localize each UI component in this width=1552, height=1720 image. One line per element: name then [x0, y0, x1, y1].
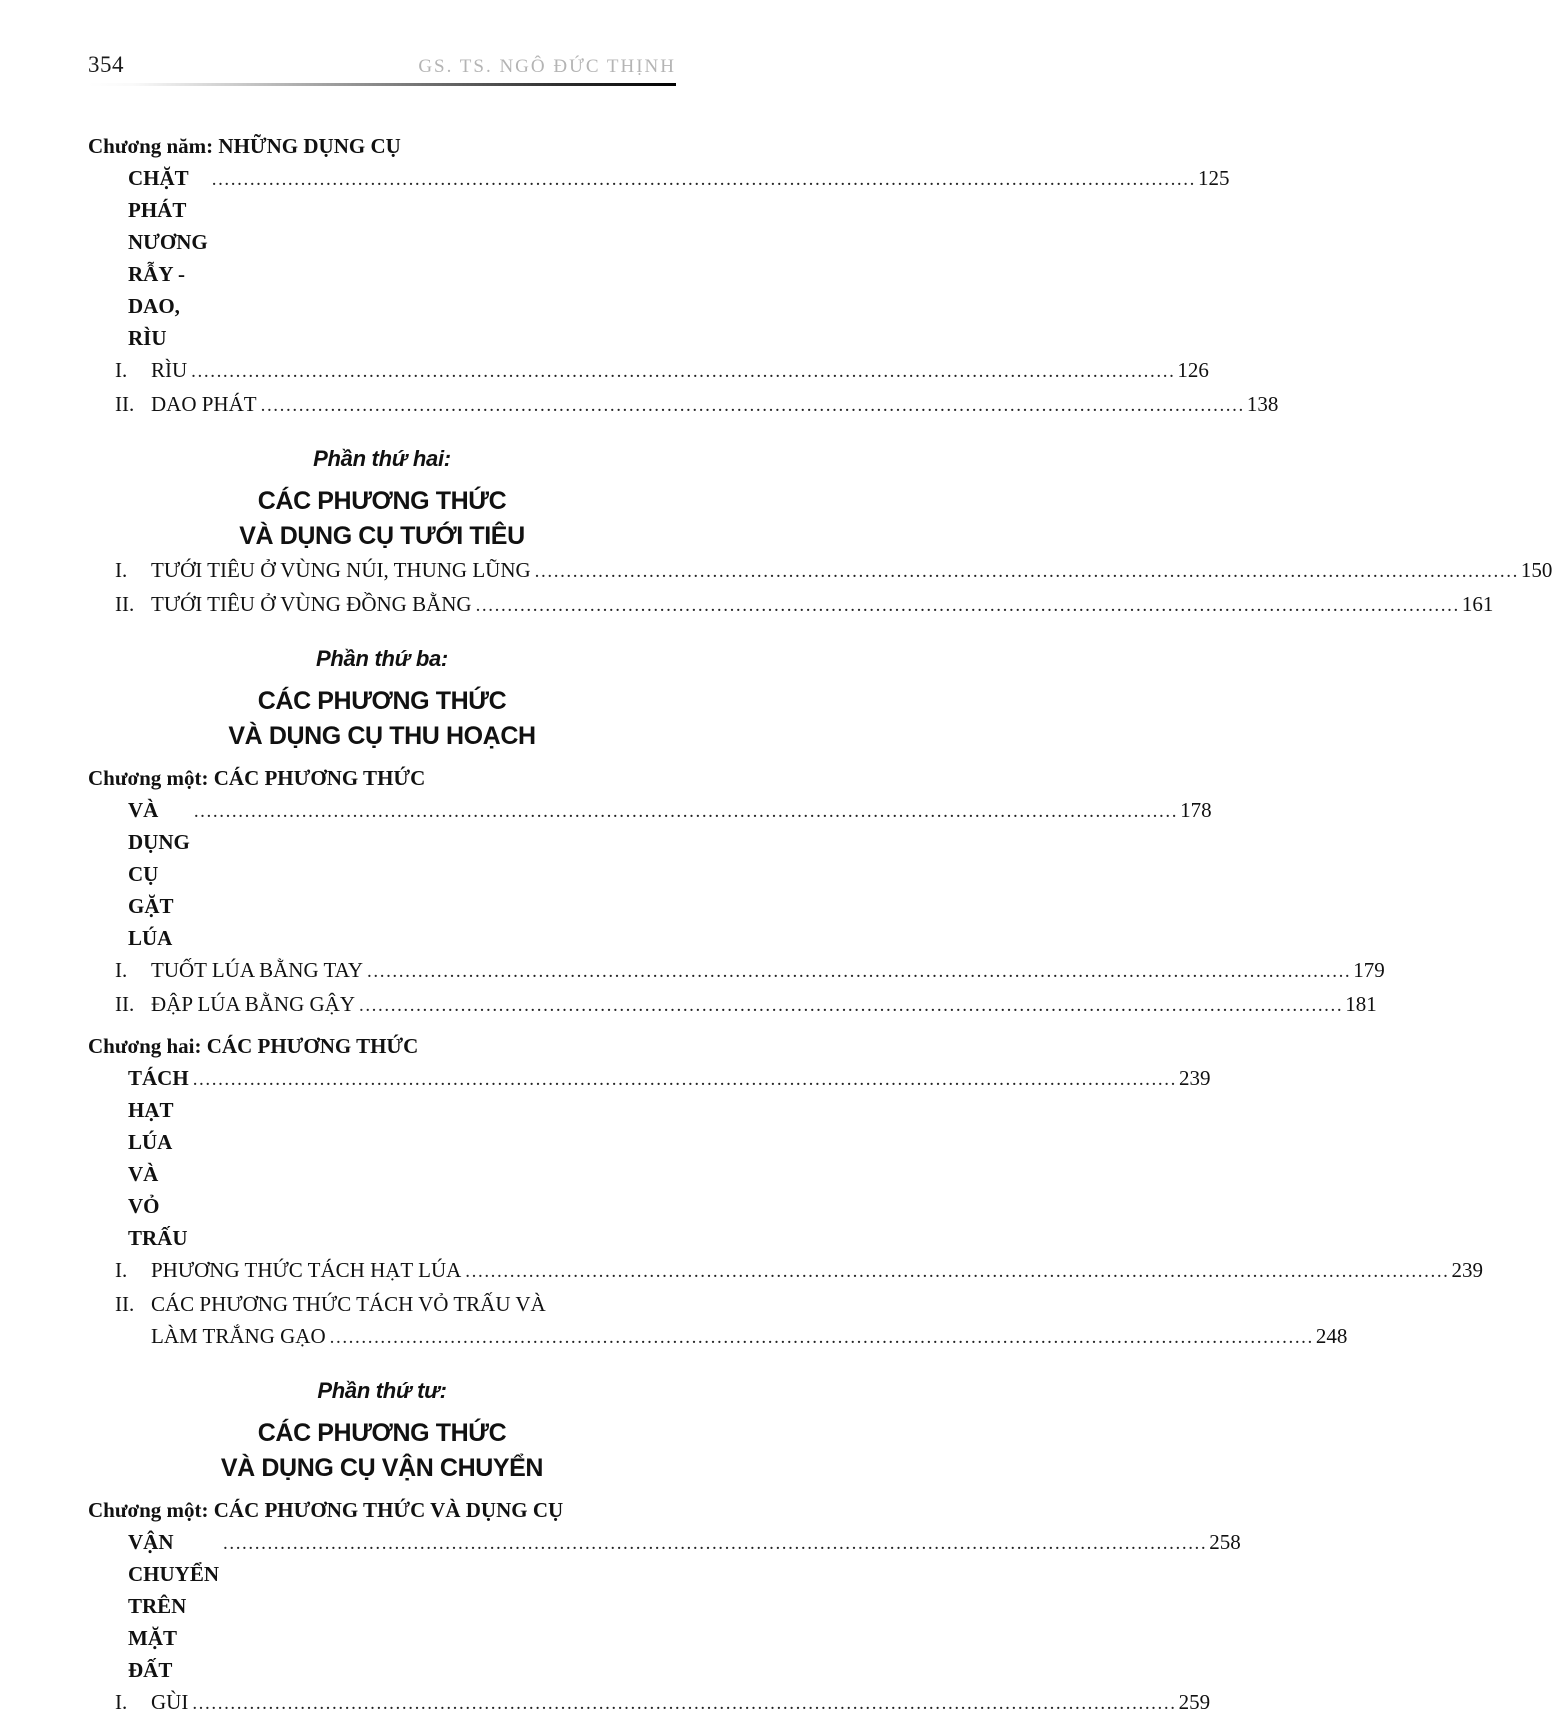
part-title-line: CÁC PHƯƠNG THỨC	[257, 487, 507, 515]
item-numeral: I.	[115, 1258, 128, 1282]
dot-leader	[535, 554, 1519, 588]
page-ref: 239	[1178, 1066, 1211, 1090]
item-title: ĐẬP LÚA BẰNG GẬY	[151, 992, 355, 1016]
page-number: 354	[88, 52, 124, 77]
chapter-title-continuation: CHẶT PHÁT NƯƠNG RẪY - DAO, RÌU	[128, 166, 208, 350]
toc-item	[88, 1254, 1484, 1288]
toc-item	[88, 988, 1377, 1022]
item-numeral: I.	[115, 1690, 128, 1714]
chapter-heading-line2	[88, 1526, 1241, 1686]
part-title-line: VÀ DỤNG CỤ TƯỚI TIÊU	[239, 522, 525, 550]
toc-item	[88, 954, 1385, 988]
chapter-heading-line1	[88, 1494, 676, 1526]
chapter-title-continuation: VÀ DỤNG CỤ GẶT LÚA	[128, 798, 190, 950]
page-ref: 150	[1520, 558, 1552, 582]
dot-leader	[476, 588, 1460, 622]
item-numeral: I.	[115, 958, 128, 982]
item-numeral: I.	[115, 358, 128, 382]
chapter-heading-line1	[88, 130, 676, 162]
table-of-contents	[0, 86, 1552, 1720]
item-numeral: II.	[115, 392, 135, 416]
chapter-title-continuation: VẬN CHUYỂN TRÊN MẶT ĐẤT	[128, 1530, 220, 1682]
dot-leader	[193, 1062, 1177, 1096]
page-header	[0, 0, 768, 78]
dot-leader	[223, 1526, 1207, 1560]
chapter-heading-line2	[88, 162, 1230, 354]
chapter-heading-line2	[88, 794, 1212, 954]
toc-chapter	[88, 130, 1230, 354]
dot-leader	[261, 388, 1245, 422]
chapter-heading-line1	[88, 1030, 676, 1062]
item-numeral: II.	[115, 592, 135, 616]
item-title: RÌU	[151, 358, 188, 382]
toc-item	[88, 588, 1494, 622]
toc-item	[88, 354, 1209, 388]
dot-leader	[194, 794, 1178, 828]
part-title-line: CÁC PHƯƠNG THỨC	[257, 687, 507, 715]
chapter-label: Chương hai:	[88, 1034, 207, 1058]
part-title-line: VÀ DỤNG CỤ THU HOẠCH	[228, 722, 536, 750]
dot-leader	[465, 1254, 1449, 1288]
dot-leader	[192, 1686, 1176, 1720]
chapter-label: Chương một:	[88, 766, 214, 790]
item-title: TƯỚI TIÊU Ở VÙNG ĐỒNG BẰNG	[151, 592, 472, 616]
page-ref: 125	[1197, 166, 1230, 190]
page-ref: 179	[1353, 958, 1385, 982]
dot-leader	[212, 162, 1196, 196]
chapter-heading-line2	[88, 1062, 1211, 1254]
item-title: PHƯƠNG THỨC TÁCH HẠT LÚA	[151, 1258, 462, 1282]
page-ref: 138	[1246, 392, 1279, 416]
toc-item	[88, 1288, 676, 1320]
page-ref: 181	[1345, 992, 1377, 1016]
item-title: CÁC PHƯƠNG THỨC TÁCH VỎ TRẤU VÀ	[151, 1292, 546, 1316]
page-ref: 178	[1180, 798, 1212, 822]
dot-leader	[359, 988, 1343, 1022]
page-ref: 161	[1461, 592, 1494, 616]
toc-item	[88, 554, 1552, 588]
toc-chapter	[88, 1030, 1211, 1254]
chapter-label: Chương năm:	[88, 134, 219, 158]
item-title: DAO PHÁT	[151, 392, 257, 416]
part-label: Phần thứ hai:	[313, 446, 451, 471]
dot-leader	[367, 954, 1351, 988]
part-label: Phần thứ ba:	[316, 646, 448, 671]
toc-part	[88, 1376, 676, 1486]
running-head: GS. TS. NGÔ ĐỨC THỊNH	[418, 56, 676, 77]
item-title: TƯỚI TIÊU Ở VÙNG NÚI, THUNG LŨNG	[151, 558, 531, 582]
toc-part	[88, 644, 676, 754]
chapter-title: CÁC PHƯƠNG THỨC	[206, 1034, 419, 1058]
dot-leader	[191, 354, 1175, 388]
dot-leader	[330, 1320, 1314, 1354]
part-label: Phần thứ tư:	[317, 1378, 447, 1403]
page-ref: 258	[1209, 1530, 1241, 1554]
chapter-label: Chương một:	[88, 1498, 214, 1522]
toc-item	[88, 1686, 1211, 1720]
chapter-title-continuation: TÁCH HẠT LÚA VÀ VỎ TRẤU	[128, 1066, 189, 1250]
chapter-title: CÁC PHƯƠNG THỨC VÀ DỤNG CỤ	[213, 1498, 564, 1522]
item-numeral: II.	[115, 992, 135, 1016]
chapter-heading-line1	[88, 762, 676, 794]
toc-part	[88, 444, 676, 554]
page-ref: 248	[1315, 1324, 1348, 1348]
item-title: GÙI	[151, 1690, 189, 1714]
item-title: LÀM TRẮNG GẠO	[151, 1324, 326, 1348]
item-numeral: II.	[115, 1292, 135, 1316]
item-numeral: I.	[115, 558, 128, 582]
page-ref: 126	[1177, 358, 1209, 382]
item-title: TUỐT LÚA BẰNG TAY	[151, 958, 364, 982]
chapter-title: CÁC PHƯƠNG THỨC	[213, 766, 426, 790]
page-ref: 239	[1451, 1258, 1484, 1282]
toc-item	[88, 388, 1279, 422]
toc-chapter	[88, 1494, 1241, 1686]
toc-item-continuation	[88, 1320, 1348, 1354]
toc-chapter	[88, 762, 1212, 954]
chapter-title: NHỮNG DỤNG CỤ	[218, 134, 401, 158]
part-title-line: VÀ DỤNG CỤ VẬN CHUYỂN	[220, 1454, 544, 1482]
page-ref: 259	[1178, 1690, 1211, 1714]
part-title-line: CÁC PHƯƠNG THỨC	[257, 1419, 507, 1447]
